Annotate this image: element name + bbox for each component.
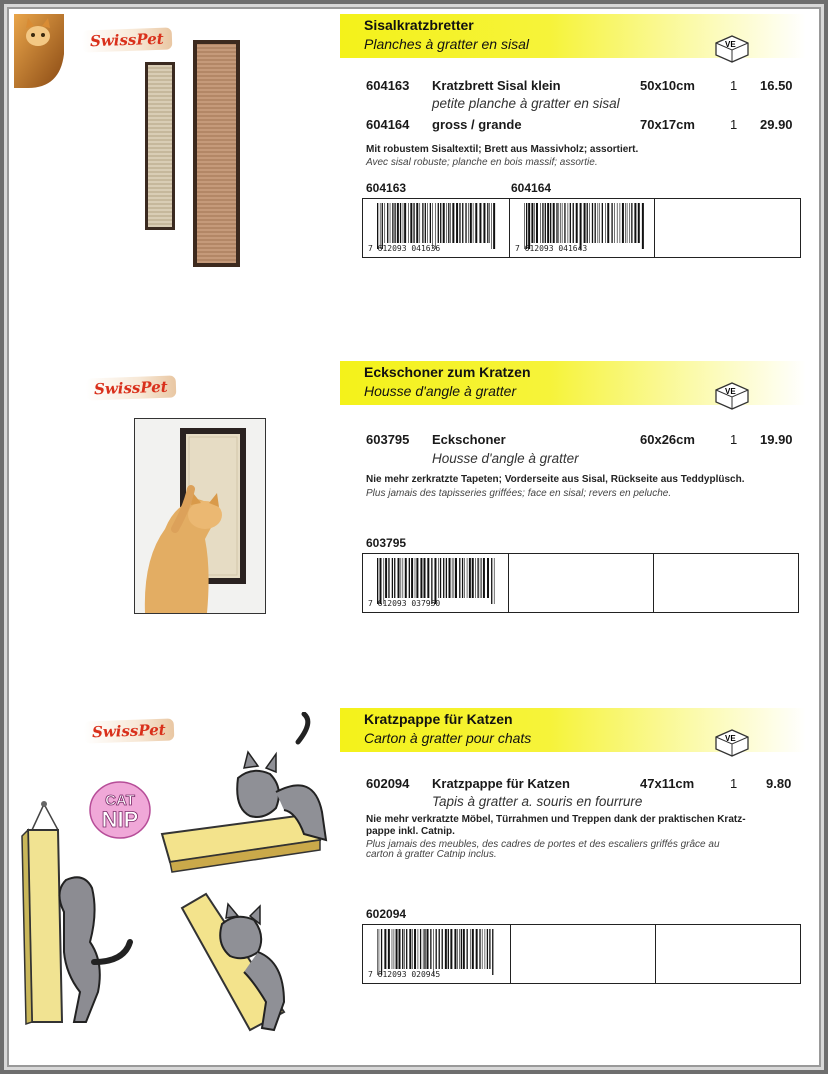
barcode-bar (492, 929, 493, 975)
barcode-bar (394, 558, 395, 598)
barcode-bar (479, 929, 480, 969)
barcode-cell (363, 199, 510, 257)
barcode-bar (479, 203, 481, 243)
description-fr: Avec sisal robuste; planche en bois massif; assortie. (366, 157, 598, 168)
barcode-bar (450, 203, 451, 243)
barcode-bar (540, 203, 541, 243)
svg-text:VE: VE (725, 40, 736, 49)
description-de: pappe inkl. Catnip. (366, 826, 455, 837)
product-code: 604163 (366, 78, 410, 93)
product-row (366, 78, 806, 96)
product-price: 29.90 (760, 117, 793, 132)
barcode-bar (403, 203, 404, 243)
barcode-bar (423, 929, 424, 969)
barcode-bar (473, 203, 474, 243)
barcode-bar (456, 203, 458, 243)
barcode-bar (448, 929, 449, 969)
barcode-bar (387, 203, 388, 243)
scratching-cats-illustration (14, 712, 334, 1032)
svg-text:VE: VE (725, 387, 736, 396)
section-title: Kratzpappe für Katzen (364, 711, 513, 727)
barcode-bar (415, 558, 416, 598)
barcode-bar (631, 203, 632, 243)
barcode-bar (542, 203, 543, 243)
barcode-cell-empty (509, 554, 654, 612)
barcode-bar (477, 558, 478, 598)
barcode-bar (420, 929, 421, 969)
barcode-bar (485, 929, 486, 969)
barcode-bar (438, 558, 439, 598)
barcode-bar (487, 558, 489, 598)
barcode-bar (443, 203, 445, 243)
barcode-bar (587, 203, 588, 243)
product-row (366, 117, 806, 135)
barcode-bar (468, 203, 469, 243)
barcode-bar (404, 203, 406, 243)
barcode-bar (475, 203, 477, 243)
barcode-bar (380, 558, 382, 604)
barcode-bar (560, 203, 561, 243)
barcode-bar (462, 203, 463, 243)
svg-text:CAT: CAT (105, 792, 135, 809)
barcode-cell-empty (511, 925, 656, 983)
barcode-table (362, 924, 801, 984)
barcode-bar (622, 203, 624, 243)
sisal-board-small-image (145, 62, 175, 230)
barcode-bar (564, 203, 565, 243)
barcode-bar (403, 558, 404, 598)
barcode-bar (580, 203, 582, 249)
barcode-bar (434, 558, 436, 604)
barcode-bar (526, 203, 527, 249)
product-size: 47x11cm (640, 776, 695, 791)
barcode-bar (445, 929, 447, 969)
barcode-cell-empty (656, 925, 800, 983)
barcode-bar (592, 203, 593, 243)
barcode-bar (396, 929, 398, 969)
barcode-bar (595, 203, 596, 243)
barcode-bar (568, 203, 569, 243)
description-fr: carton à gratter Catnip inclus. (366, 849, 497, 860)
product-price: 9.80 (766, 776, 792, 791)
barcode-bar (556, 203, 557, 243)
barcode-code-label: 602094 (366, 907, 407, 921)
barcode-bar (598, 203, 599, 243)
barcode-bar (388, 929, 390, 969)
svg-text:VE: VE (725, 734, 736, 743)
barcode-cell-empty (655, 199, 800, 257)
barcode-bar (427, 558, 429, 598)
section-subtitle: Housse d'angle à gratter (364, 383, 517, 399)
product-name: Kratzpappe für Katzen (432, 776, 570, 791)
barcode-bar (394, 203, 395, 243)
barcode-bar (406, 929, 407, 969)
barcode-bar (467, 929, 468, 969)
barcode-bar (470, 203, 472, 243)
barcode-table (362, 553, 799, 613)
barcode-cell-empty (654, 554, 798, 612)
barcode-bar (625, 203, 626, 243)
barcode-bar (455, 558, 457, 598)
barcode-bar (469, 558, 471, 598)
barcode-number: 7 612093 037950 (368, 599, 441, 608)
barcode-bar (422, 203, 423, 243)
barcode-bar (550, 203, 551, 243)
barcode-bar (463, 929, 465, 969)
barcode-bar (446, 203, 447, 243)
barcode-bar (457, 929, 458, 969)
barcode-bar (558, 203, 559, 243)
barcode-cell (363, 925, 511, 983)
barcode-number: 7 612093 020945 (368, 970, 441, 979)
barcode-bar (493, 203, 495, 249)
barcode-bar (462, 558, 463, 598)
product-price: 16.50 (760, 78, 793, 93)
barcode-bar (536, 203, 538, 243)
ve-package-icon (712, 33, 752, 65)
barcode-bar (459, 558, 460, 598)
product-row (366, 432, 806, 450)
barcode-bar (489, 203, 490, 243)
barcode-code-label: 604163 (366, 181, 407, 195)
barcode-bar (377, 203, 378, 249)
product-row (366, 776, 806, 794)
barcode-bar (397, 203, 399, 243)
barcode-bar (410, 203, 412, 243)
barcode-bar (416, 203, 418, 243)
barcode-bar (489, 929, 490, 969)
barcode-bar (607, 203, 609, 243)
barcode-bar (634, 203, 636, 243)
barcode-bar (602, 203, 603, 243)
barcode-number: 7 612093 041643 (515, 244, 588, 253)
barcode-bar (401, 558, 402, 598)
barcode-bar (452, 558, 453, 598)
barcode-bar (480, 558, 481, 598)
description-fr: Plus jamais des meubles, des cadres de portes et des escaliers griffés grâce au (366, 839, 720, 850)
product-qty: 1 (730, 78, 738, 93)
barcode-bar (454, 558, 455, 598)
barcode-bar (394, 929, 395, 969)
barcode-bar (589, 203, 590, 243)
barcode-bar (404, 929, 405, 969)
barcode-bar (459, 203, 460, 243)
barcode-bar (482, 929, 483, 969)
barcode-bar (405, 558, 407, 598)
barcode-bar (398, 558, 400, 598)
barcode-bar (524, 203, 525, 249)
barcode-bar (452, 203, 454, 243)
barcode-bar (467, 558, 468, 598)
swisspet-logo: SwissPet (86, 375, 176, 400)
barcode-code-label: 604164 (511, 181, 552, 195)
barcode-bar (400, 203, 401, 243)
barcode-bar (442, 929, 443, 969)
product-name: gross / grande (432, 117, 522, 132)
barcode-code-label: 603795 (366, 536, 407, 550)
barcode-bar (424, 929, 425, 969)
barcode-bar (483, 558, 485, 598)
barcode-bar (638, 203, 640, 243)
product-name-fr: Housse d'angle à gratter (432, 451, 579, 466)
ve-package-icon (712, 380, 752, 412)
barcode-bar (617, 203, 618, 243)
barcode-bar (605, 203, 606, 243)
barcode-bar (388, 558, 389, 598)
barcode-bar (576, 203, 578, 243)
barcode-bar (449, 558, 451, 598)
section-subtitle: Carton à gratter pour chats (364, 730, 532, 746)
barcode-bar (383, 558, 384, 604)
barcode-bar (419, 203, 420, 243)
barcode-cell (510, 199, 655, 257)
barcode-bar (443, 558, 444, 598)
barcode-bar (392, 929, 393, 969)
description-de: Nie mehr verkratzte Möbel, Türrahmen und Treppen dank der praktischen Kratz- (366, 814, 746, 825)
barcode-cell (363, 554, 509, 612)
barcode-bar (440, 558, 441, 598)
barcode-bar (528, 203, 530, 249)
section-title: Sisalkratzbretter (364, 17, 474, 33)
barcode-bar (470, 929, 471, 969)
barcode-bar (399, 929, 401, 969)
barcode-bar (461, 929, 462, 969)
barcode-bar (459, 929, 460, 969)
description-de: Mit robustem Sisaltextil; Brett aus Massivholz; assortiert. (366, 144, 639, 155)
corner-protector-photo (134, 418, 266, 614)
barcode-bar (377, 558, 378, 604)
barcode-bar (627, 203, 628, 243)
barcode-bar (629, 203, 630, 243)
swisspet-logo: SwissPet (84, 718, 174, 743)
barcode-bar (476, 929, 478, 969)
product-name-fr: petite planche à gratter en sisal (432, 96, 620, 111)
product-code: 603795 (366, 432, 410, 447)
barcode-bar (450, 929, 452, 969)
barcode-bar (385, 558, 387, 598)
barcode-bar (381, 929, 382, 975)
product-size: 60x26cm (640, 432, 695, 447)
barcode-bar (380, 203, 381, 249)
barcode-bar (494, 558, 495, 604)
barcode-bar (620, 203, 621, 243)
barcode-table (362, 198, 801, 258)
barcode-bar (475, 558, 476, 598)
barcode-bar (611, 203, 612, 243)
barcode-bar (431, 558, 432, 604)
product-code: 602094 (366, 776, 410, 791)
barcode-bar (433, 929, 434, 975)
barcode-bar (418, 929, 419, 969)
barcode-bar (642, 203, 644, 249)
barcode-bar (438, 203, 439, 243)
barcode-bar (472, 929, 474, 969)
product-name: Kratzbrett Sisal klein (432, 78, 561, 93)
barcode-bar (430, 929, 431, 969)
barcode-bar (382, 203, 383, 249)
product-name: Eckschoner (432, 432, 506, 447)
barcode-bar (573, 203, 574, 243)
barcode-bar (402, 929, 403, 969)
product-qty: 1 (730, 432, 738, 447)
barcode-bar (392, 558, 393, 598)
barcode-bar (384, 929, 386, 969)
barcode-bar (562, 203, 563, 243)
barcode-bar (409, 558, 410, 598)
description-fr: Plus jamais des tapisseries griffées; face en sisal; revers en peluche. (366, 488, 672, 499)
barcode-bar (487, 929, 488, 969)
barcode-bar (420, 558, 422, 598)
barcode-bar (432, 203, 433, 249)
barcode-bar (411, 558, 413, 598)
product-size: 50x10cm (640, 78, 695, 93)
product-qty: 1 (730, 117, 738, 132)
svg-text:NIP: NIP (101, 807, 139, 832)
barcode-number: 7 612093 041636 (368, 244, 441, 253)
product-name-fr: Tapis à gratter a. souris en fourrure (432, 794, 643, 809)
barcode-bar (435, 203, 436, 249)
barcode-bar (545, 203, 546, 243)
barcode-bar (531, 203, 533, 243)
barcode-bar (448, 203, 449, 243)
barcode-bar (425, 203, 426, 243)
product-qty: 1 (730, 776, 738, 791)
barcode-bar (481, 558, 482, 598)
barcode-bar (599, 203, 600, 243)
barcode-bar (414, 929, 416, 969)
barcode-bar (409, 929, 411, 969)
barcode-bar (483, 203, 485, 243)
ve-package-icon (712, 727, 752, 759)
barcode-bar (424, 558, 426, 598)
barcode-bar (379, 929, 380, 975)
product-size: 70x17cm (640, 117, 695, 132)
barcode-bar (487, 203, 488, 243)
barcode-bar (553, 203, 555, 243)
barcode-bar (454, 929, 456, 969)
section-title: Eckschoner zum Kratzen (364, 364, 531, 380)
barcode-bar (446, 558, 447, 598)
barcode-bar (464, 558, 465, 598)
barcode-bar (377, 929, 378, 975)
barcode-bar (392, 203, 393, 243)
barcode-bar (413, 203, 414, 243)
barcode-bar (427, 929, 429, 969)
barcode-bar (436, 929, 437, 969)
barcode-bar (570, 203, 571, 243)
barcode-bar (439, 929, 440, 969)
barcode-bar (491, 558, 492, 604)
barcode-bar (491, 203, 492, 249)
product-code: 604164 (366, 117, 410, 132)
sisal-board-large-image (193, 40, 240, 267)
barcode-bar (614, 203, 615, 243)
barcode-bar (408, 203, 409, 243)
barcode-bar (430, 203, 431, 243)
section-subtitle: Planches à gratter en sisal (364, 36, 529, 52)
barcode-bar (465, 203, 466, 243)
barcode-bar (390, 203, 391, 243)
product-price: 19.90 (760, 432, 793, 447)
barcode-bar (584, 203, 586, 243)
barcode-bar (547, 203, 549, 243)
swisspet-logo: SwissPet (82, 27, 172, 52)
barcode-bar (384, 203, 385, 243)
barcode-bar (427, 203, 428, 243)
barcode-bar (412, 929, 413, 969)
barcode-bar (416, 558, 418, 598)
barcode-bar (534, 203, 535, 243)
cat-photo (14, 14, 64, 88)
barcode-bar (472, 558, 474, 598)
barcode-bar (440, 203, 441, 243)
description-de: Nie mehr zerkratzte Tapeten; Vorderseite aus Sisal, Rückseite aus Teddyplüsch. (366, 474, 745, 485)
